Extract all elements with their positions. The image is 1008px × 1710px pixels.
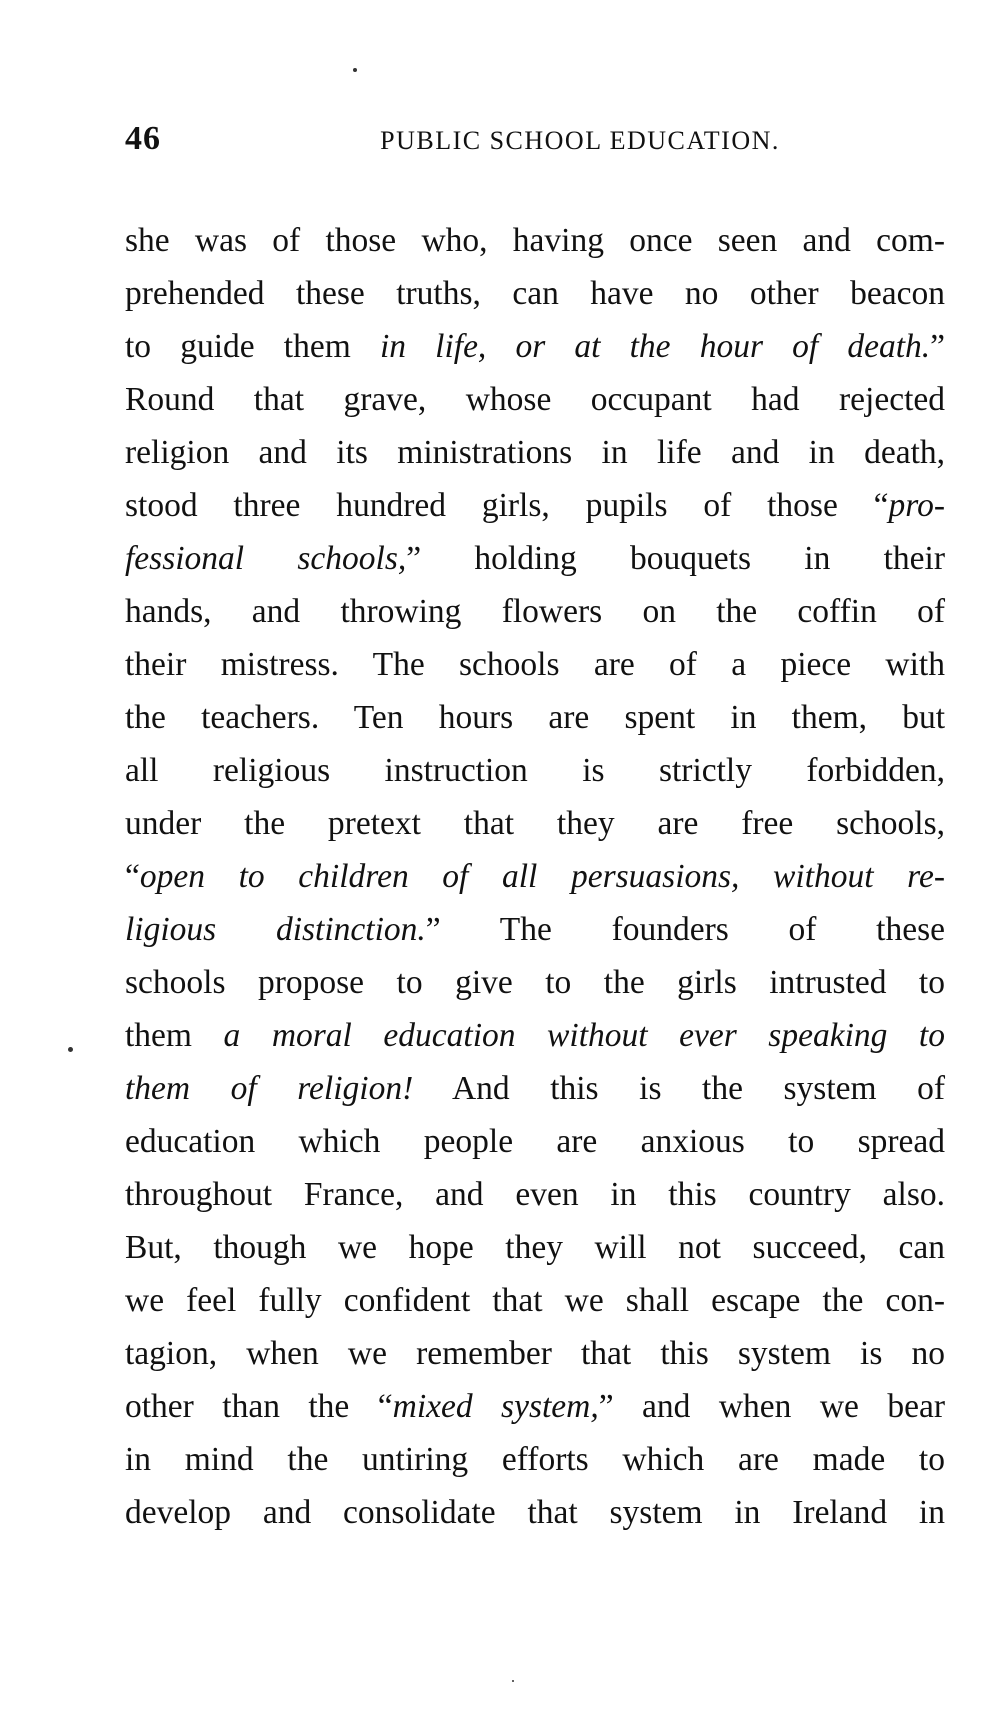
ink-speck [68,1047,73,1052]
text-line [125,850,945,903]
text-segment: all religious instruction is strictly forbidden, [125,752,945,789]
running-title: PUBLIC SCHOOL EDUCATION. [380,126,780,155]
italic-text: a moral education without ever speaking to [223,1017,945,1054]
running-title-wrap [125,126,945,156]
text-line [125,1274,945,1327]
italic-text: ligious distinction. [125,911,426,948]
text-line [125,1168,945,1221]
text-segment: “ [125,858,140,895]
text-segment: stood three hundred girls, pupils of those “ [125,487,889,524]
italic-text: fessional schools, [125,540,407,577]
text-segment: tagion, when we remember that this system is no [125,1335,945,1372]
text-segment: prehended these truths, can have no other beacon [125,275,945,312]
ink-speck [353,68,357,72]
text-line [125,744,945,797]
text-segment: throughout France, and even in this country also. [125,1176,945,1213]
text-segment: hands, and throwing flowers on the coffin of [125,593,945,630]
text-segment: she was of those who, having once seen and com- [125,222,945,259]
text-segment: under the pretext that they are free schools, [125,805,945,842]
text-line [125,1433,945,1486]
text-segment: the teachers. Ten hours are spent in them, but [125,699,945,736]
ink-speck [512,1680,514,1682]
text-segment: Round that grave, whose occupant had rejected [125,381,945,418]
page-header [125,120,945,170]
text-segment: But, though we hope they will not succeed, can [125,1229,945,1266]
text-line [125,1327,945,1380]
italic-text: pro- [888,487,945,524]
text-line [125,903,945,956]
text-segment: to guide them [125,328,380,365]
text-line [125,1062,945,1115]
italic-text: in life, or at the hour of death. [379,328,931,365]
text-line [125,267,945,320]
text-line [125,479,945,532]
text-line [125,1486,945,1539]
text-segment: we feel fully confident that we shall escape the con- [125,1282,945,1319]
text-line [125,1221,945,1274]
text-line [125,373,945,426]
text-segment: them [125,1017,224,1054]
text-segment: ” and when we bear [598,1388,945,1425]
text-segment: in mind the untiring efforts which are made to [125,1441,945,1478]
text-line [125,691,945,744]
body-text [125,214,945,1539]
text-line [125,1115,945,1168]
text-segment: And this is the system of [413,1070,946,1107]
italic-text: them of religion! [125,1070,414,1107]
text-segment: develop and consolidate that system in Ireland in [125,1494,945,1531]
italic-text: mixed system, [392,1388,599,1425]
text-line [125,956,945,1009]
text-segment: other than the “ [125,1388,393,1425]
text-line [125,1009,945,1062]
text-segment: their mistress. The schools are of a piece with [125,646,945,683]
page-number: 46 [125,120,161,157]
text-segment: ” [930,328,946,365]
text-line [125,532,945,585]
text-line [125,585,945,638]
italic-text: open to children of all persuasions, without re- [139,858,945,895]
text-segment: schools propose to give to the girls intrusted to [125,964,945,1001]
text-line [125,426,945,479]
text-segment: ” holding bouquets in their [406,540,945,577]
text-segment: education which people are anxious to spread [125,1123,945,1160]
text-line [125,1380,945,1433]
text-line [125,214,945,267]
text-segment: religion and its ministrations in life and in death, [125,434,945,471]
text-line [125,797,945,850]
text-line [125,320,945,373]
text-segment: ” The founders of these [425,911,945,948]
text-line [125,638,945,691]
